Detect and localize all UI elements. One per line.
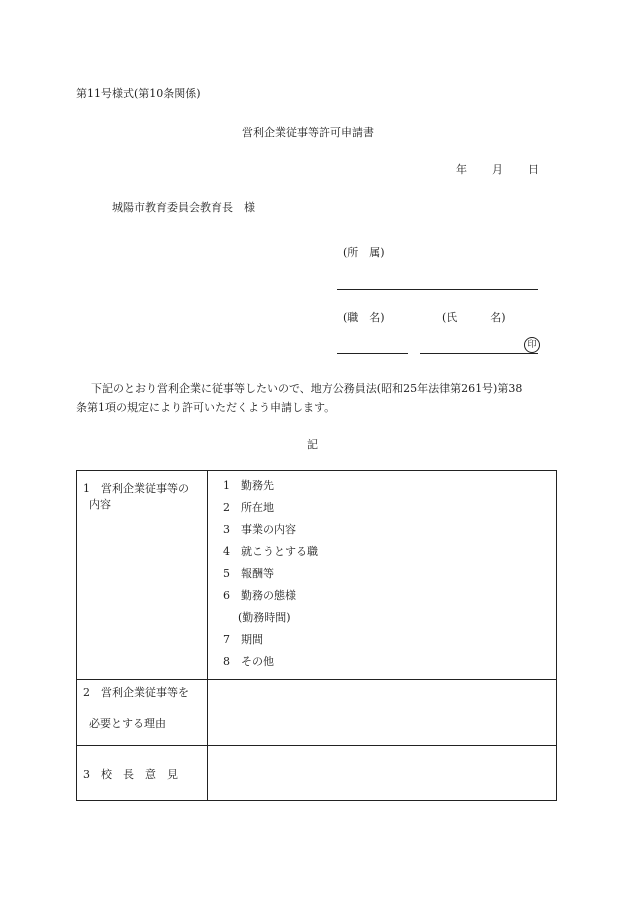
seal-mark: 印 [524,337,540,353]
row1-items [208,475,556,673]
list-item: 4 就こうとする職 [223,545,318,558]
row3-label: 3 校 長 意 見 [77,746,208,801]
row3-content[interactable] [208,746,557,801]
table-row [77,746,557,801]
body-text-line2: 条第1項の規定により許可いただくよう申請します。 [76,401,336,414]
row2-label: 2 営利企業従事等を 必要とする理由 [77,680,208,746]
addressee: 城陽市教育委員会教育長 様 [112,201,255,214]
table-row [77,471,557,680]
list-item: 1 勤務先 [223,479,274,492]
document-title: 営利企業従事等許可申請書 [242,126,374,139]
list-item: 8 その他 [223,655,274,668]
list-item: 6 勤務の態様 [223,589,296,602]
list-item: (勤務時間) [238,611,291,624]
form-number: 第11号様式(第10条関係) [76,87,201,100]
date-year: 年 [456,163,467,176]
row1-label: 1 営利企業従事等の 内容 [77,471,208,680]
list-item: 2 所在地 [223,501,274,514]
name-label: (氏 名) [442,311,506,324]
list-item: 3 事業の内容 [223,523,296,536]
list-item: 5 報酬等 [223,567,274,580]
list-item: 7 期間 [223,633,263,646]
name-line [420,353,538,354]
position-label: (職 名) [343,311,385,324]
table-row [77,680,557,746]
position-line [337,353,408,354]
affiliation-line [337,289,538,290]
affiliation-label: (所 属) [343,246,385,259]
application-table [76,470,557,801]
date-month: 月 [492,163,503,176]
row2-content[interactable] [208,680,557,746]
body-text-line1: 下記のとおり営利企業に従事等したいので、地方公務員法(昭和25年法律第261号)第38 [91,382,523,395]
date-day: 日 [528,163,539,176]
row1-content[interactable] [208,471,557,680]
ki-heading: 記 [307,438,318,451]
